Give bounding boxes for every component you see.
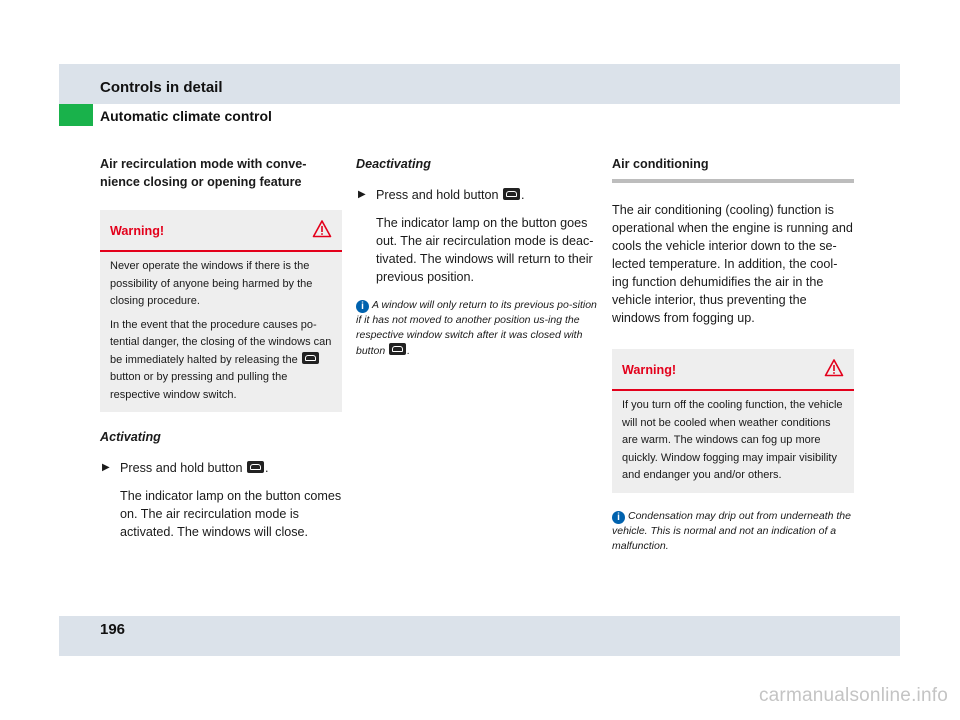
footer-band	[59, 616, 900, 656]
column-2	[356, 155, 600, 359]
column-1	[100, 155, 342, 553]
deactivating-result: The indicator lamp on the button goes out. The air recirculation mode is deac-tivated. The windows will return to their previous position.	[376, 216, 594, 284]
warning-text-2b: button or by pressing and pulling the respective window switch.	[110, 371, 288, 401]
info-icon: i	[612, 511, 625, 524]
warning-header	[612, 349, 854, 391]
info-note-condensation	[612, 509, 854, 554]
watermark: carmanualsonline.info	[758, 685, 948, 706]
warning-label: Warning!	[622, 363, 677, 377]
bullet-arrow-icon: ▶	[102, 462, 110, 473]
activating-result: The indicator lamp on the button comes on. The air recirculation mode is activated. The windows will close.	[120, 489, 342, 539]
air-recirculation-button-icon	[302, 352, 319, 364]
warning-text-cooling: If you turn off the cooling function, the vehicle will not be cooled when weather conditions are warm. The windows can fog up more quickly. Window fogging may impair visibility and endanger you and/or others.	[622, 399, 843, 481]
chapter-title: Controls in detail	[100, 79, 223, 96]
activating-step-end: .	[265, 461, 269, 475]
activating-heading: Activating	[100, 430, 161, 444]
info-note-text: Condensation may drip out from underneath the vehicle. This is normal and not an indication of a malfunction.	[612, 509, 851, 552]
deactivating-step	[356, 186, 600, 204]
warning-box-windows	[100, 210, 342, 412]
air-conditioning-heading: Air conditioning	[612, 157, 709, 171]
section-title: Automatic climate control	[100, 108, 272, 124]
recirculation-heading: Air recirculation mode with conve-nience closing or opening feature	[100, 157, 307, 189]
info-note-window	[356, 298, 600, 359]
section-tab-marker	[59, 104, 93, 126]
warning-triangle-icon	[312, 219, 332, 239]
warning-body	[612, 391, 854, 493]
warning-header	[100, 210, 342, 252]
air-conditioning-body: The air conditioning (cooling) function is operational when the engine is running and cools the vehicle interior down to the se-lected temperature. In addition, the cool-ing function dehumidifies the air in the vehicle interior, thus preventing the windows from fogging up.	[612, 203, 853, 325]
info-icon: i	[356, 300, 369, 313]
air-recirculation-button-icon	[503, 188, 520, 200]
warning-text-1: Never operate the windows if there is the possibility of anyone being harmed by the closing procedure.	[110, 260, 313, 307]
warning-box-cooling	[612, 349, 854, 493]
deactivating-step-text: Press and hold button	[376, 188, 499, 202]
info-note-text: A window will only return to its previous po-sition if it has not moved to another position us-ing the respective window switch after it was closed with button	[356, 299, 597, 357]
activating-step-text: Press and hold button	[120, 461, 243, 475]
warning-triangle-icon	[824, 358, 844, 378]
page-number: 196	[100, 621, 126, 638]
info-note-end: .	[407, 345, 411, 357]
air-recirculation-button-icon	[389, 343, 406, 355]
activating-step	[100, 459, 342, 477]
bullet-arrow-icon: ▶	[358, 189, 366, 200]
warning-label: Warning!	[110, 224, 165, 238]
deactivating-heading: Deactivating	[356, 157, 431, 171]
warning-body	[100, 252, 342, 412]
heading-rule	[612, 179, 854, 183]
warning-text-2a: In the event that the procedure causes po-tential danger, the closing of the windows can be immediately halted by releasing the	[110, 318, 332, 366]
column-3	[612, 155, 854, 554]
warning-text-2	[110, 317, 332, 405]
air-recirculation-button-icon	[247, 461, 264, 473]
deactivating-step-end: .	[521, 188, 525, 202]
